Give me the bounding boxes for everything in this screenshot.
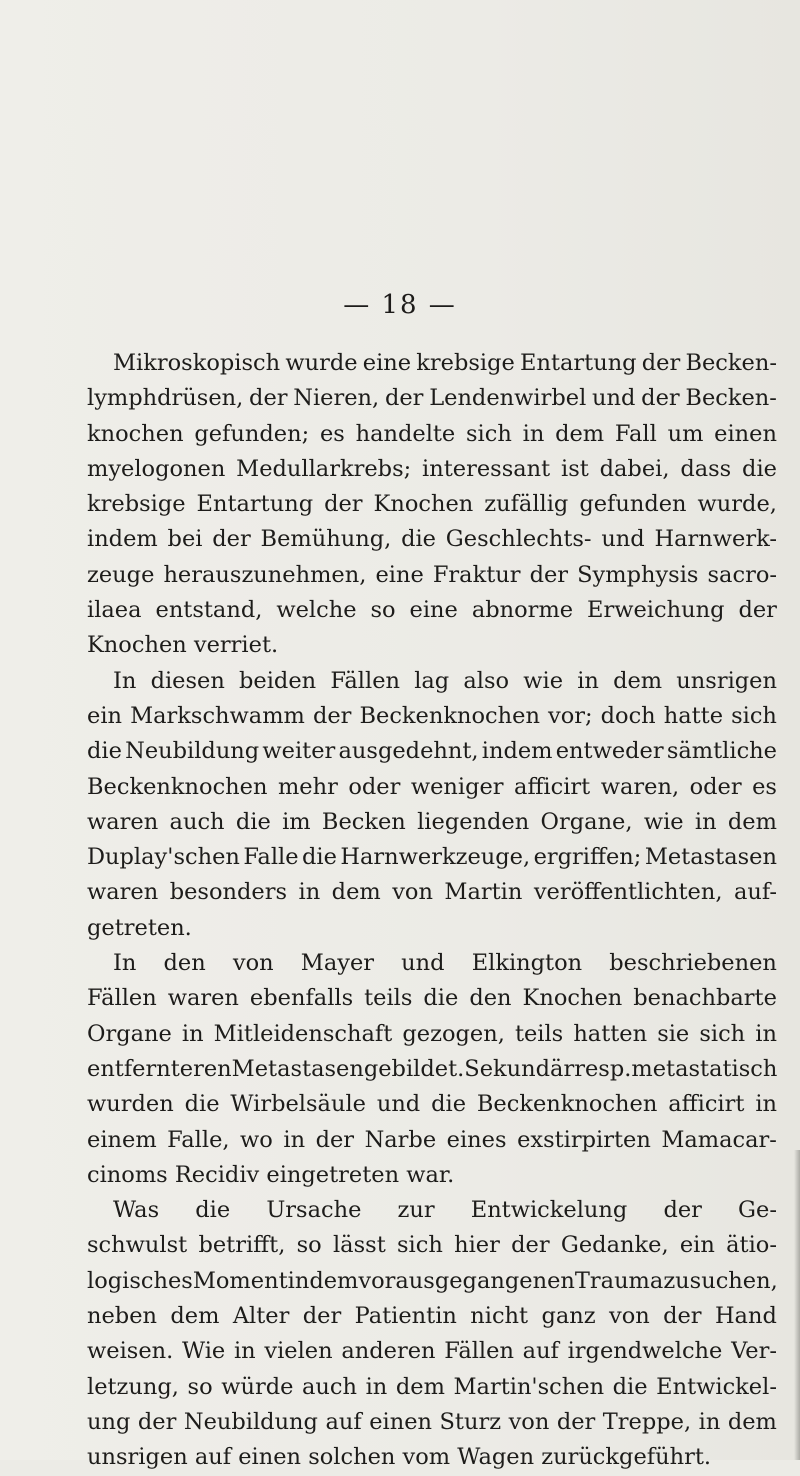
text-line: neben dem Alter der Patientin nicht ganz von der Hand [87, 1303, 777, 1330]
text-line: Fällen waren ebenfalls teils die den Knochen benachbarte [87, 985, 777, 1012]
text-line: lymphdrüsen, der Nieren, der Lendenwirbel und der Becken- [87, 385, 777, 412]
text-line: Knochen verriet. [87, 632, 279, 659]
text-line: letzung, so würde auch in dem Martin'schen die Entwickel- [87, 1373, 777, 1400]
text-line: myelogonen Medullarkrebs; interessant ist dabei, dass die [87, 455, 777, 482]
text-line: waren besonders in dem von Martin veröffentlichten, auf- [87, 879, 777, 906]
text-line: unsrigen auf einen solchen vom Wagen zurückgeführt. [87, 1444, 712, 1471]
text-line: zeuge herauszunehmen, eine Fraktur der Symphysis sacro- [87, 561, 777, 588]
text-line: einem Falle, wo in der Narbe eines exstirpirten Mamacar- [87, 1126, 777, 1153]
body-text [87, 346, 777, 1476]
text-line: wurden die Wirbelsäule und die Beckenknochen afficirt in [87, 1091, 777, 1118]
paragraph [87, 1193, 777, 1475]
text-line: ung der Neubildung auf einen Sturz von der Treppe, in dem [87, 1408, 777, 1435]
text-line: krebsige Entartung der Knochen zufällig gefunden wurde, [87, 491, 777, 518]
text-line: entfernteren Metastasen gebildet. Sekundär resp. metastatisch [87, 1055, 778, 1082]
paragraph [87, 346, 777, 664]
paragraph [87, 664, 777, 946]
text-line: logisches Moment in dem vorausgegangenen Trauma zu suchen, [87, 1267, 778, 1294]
text-line: schwulst betrifft, so lässt sich hier der Gedanke, ein ätio- [87, 1232, 777, 1259]
paragraph [87, 946, 777, 1193]
text-line: ilaea entstand, welche so eine abnorme Erweichung der [87, 597, 777, 624]
page-number: — 18 — [343, 290, 457, 320]
text-line: In diesen beiden Fällen lag also wie in dem unsrigen [113, 667, 777, 694]
text-line: knochen gefunden; es handelte sich in dem Fall um einen [87, 420, 777, 447]
text-line: Duplay'schen Falle die Harnwerkzeuge, ergriffen; Metastasen [87, 844, 777, 871]
text-line: weisen. Wie in vielen anderen Fällen auf irgendwelche Ver- [87, 1338, 777, 1365]
text-line: Was die Ursache zur Entwickelung der Ge- [113, 1197, 777, 1224]
text-line: ein Markschwamm der Beckenknochen vor; doch hatte sich [87, 702, 777, 729]
text-line: Mikroskopisch wurde eine krebsige Entartung der Becken- [113, 350, 777, 376]
text-line: waren auch die im Becken liegenden Organe, wie in dem [87, 808, 777, 835]
text-line: die Neubildung weiter ausgedehnt, indem entweder sämtliche [87, 738, 777, 765]
text-line: cinoms Recidiv eingetreten war. [87, 1161, 455, 1188]
text-line: indem bei der Bemühung, die Geschlechts- und Harnwerk- [87, 526, 777, 553]
text-line: In den von Mayer und Elkington beschriebenen [113, 950, 777, 977]
text-line: Beckenknochen mehr oder weniger afficirt waren, oder es [87, 773, 777, 800]
text-line: Organe in Mitleidenschaft gezogen, teils hatten sie sich in [87, 1020, 777, 1047]
page-edge-shadow [794, 1150, 800, 1460]
text-line: getreten. [87, 914, 192, 941]
